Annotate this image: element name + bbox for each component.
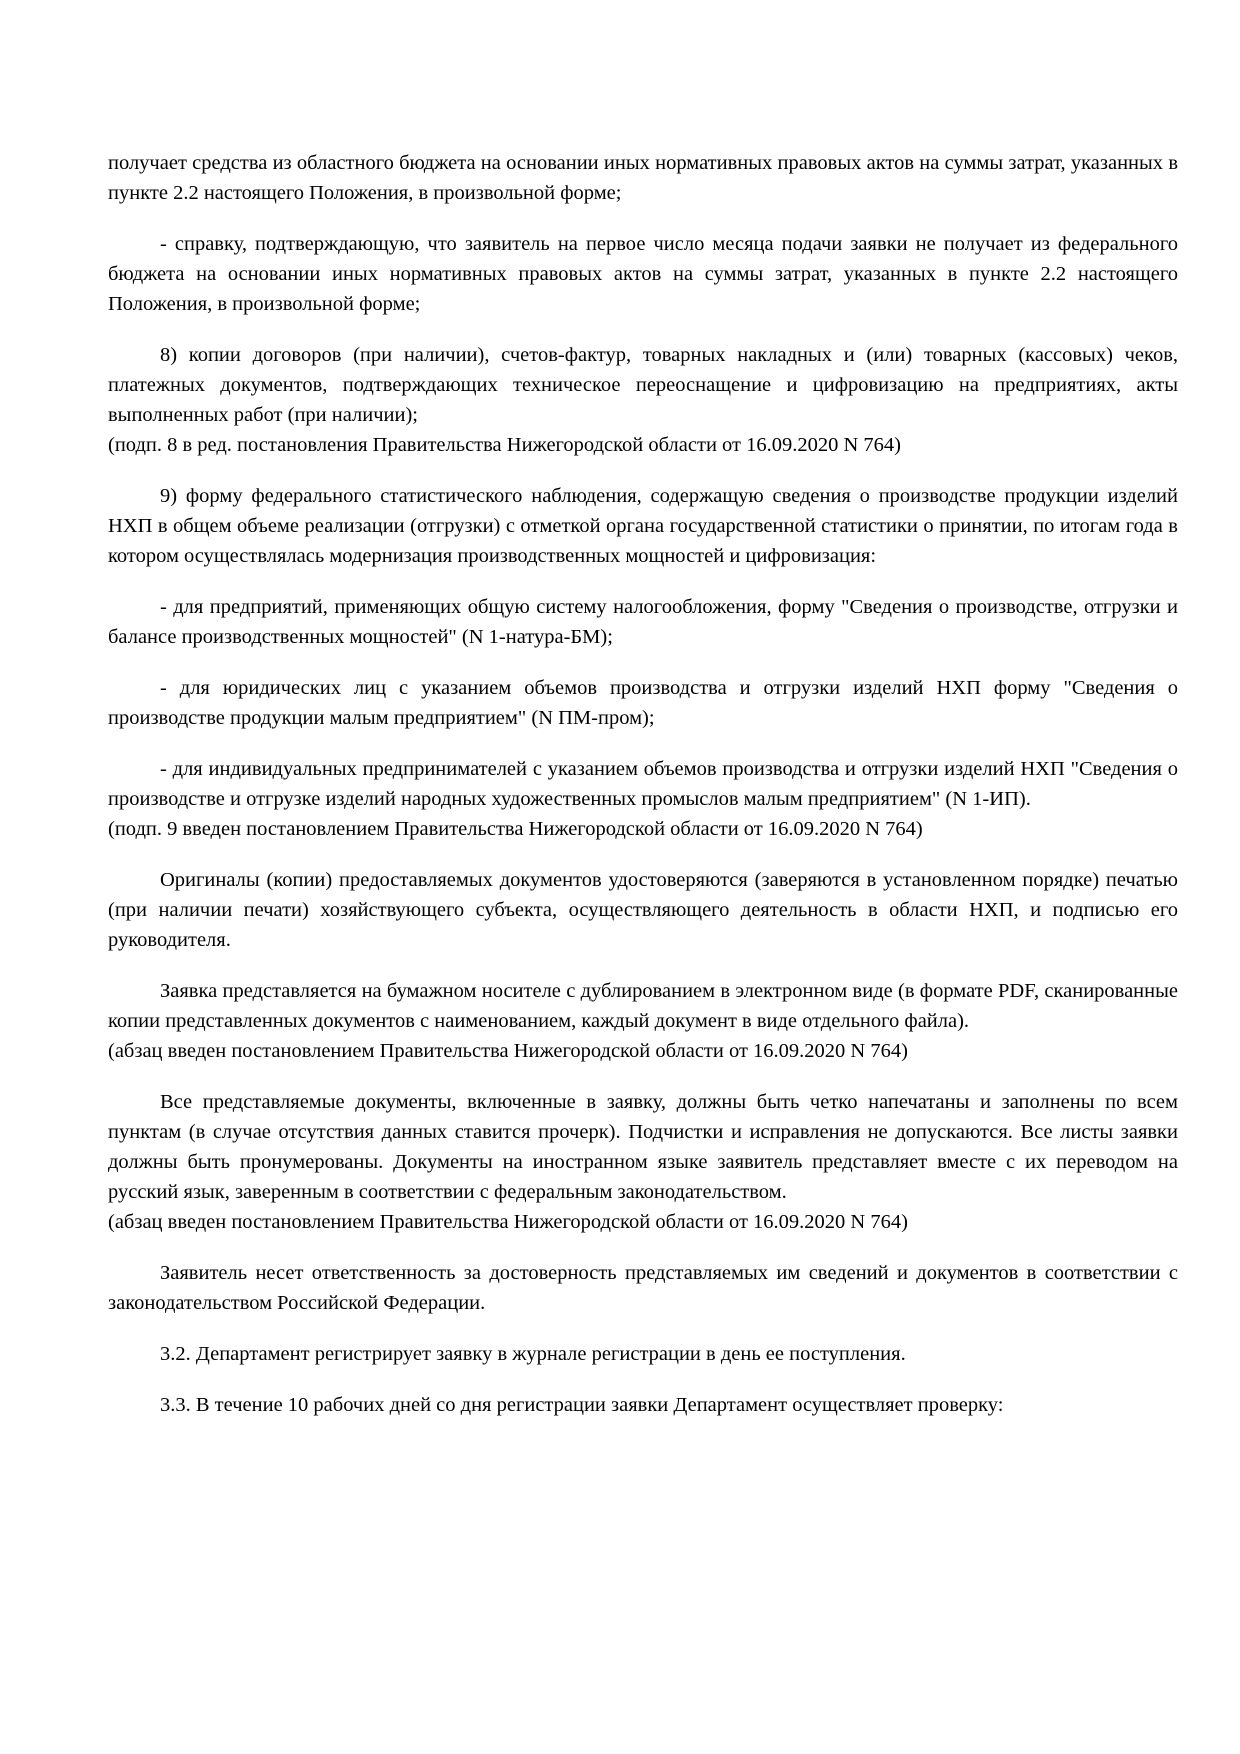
- paragraph: 3.2. Департамент регистрирует заявку в журнале регистрации в день ее поступления.: [160, 1343, 906, 1365]
- document-page: [108, 148, 1178, 1420]
- paragraph: - для юридических лиц с указанием объемов производства и отгрузки изделий НХП форму "Сведения о производстве продукции малым предприятием" (N ПМ-пром);: [108, 677, 1178, 729]
- paragraph: 9) форму федерального статистического наблюдения, содержащую сведения о производстве продукции изделий НХП в общем объеме реализации (отгрузки) с отметкой органа государственной статистики о принятии, по итогам года в котором осуществлялась модернизация производственных мощностей и цифровизация:: [108, 485, 1178, 567]
- paragraph: получает средства из областного бюджета на основании иных нормативных правовых актов на суммы затрат, указанных в пункте 2.2 настоящего Положения, в произвольной форме;: [108, 152, 1178, 204]
- amendment-note: (абзац введен постановлением Правительства Нижегородской области от 16.09.2020 N 764): [108, 1211, 908, 1233]
- paragraph: 8) копии договоров (при наличии), счетов-фактур, товарных накладных и (или) товарных (кассовых) чеков, платежных документов, подтверждающих техническое переоснащение и цифровизацию на предприятиях, акты выполненных работ (при наличии);: [108, 344, 1178, 426]
- paragraph: - для индивидуальных предпринимателей с указанием объемов производства и отгрузки изделий НХП "Сведения о производстве и отгрузке изделий народных художественных промыслов малым предприятием" (N 1-ИП).: [108, 758, 1178, 810]
- paragraph: - для предприятий, применяющих общую систему налогообложения, форму "Сведения о производстве, отгрузки и балансе производственных мощностей" (N 1-натура-БМ);: [108, 596, 1178, 648]
- paragraph: Заявка представляется на бумажном носителе с дублированием в электронном виде (в формате PDF, сканированные копии представленных документов с наименованием, каждый документ в виде отдельного файла).: [108, 980, 1178, 1032]
- amendment-note: (подп. 8 в ред. постановления Правительства Нижегородской области от 16.09.2020 N 764): [108, 434, 901, 456]
- amendment-note: (абзац введен постановлением Правительства Нижегородской области от 16.09.2020 N 764): [108, 1040, 908, 1062]
- paragraph: Оригиналы (копии) предоставляемых документов удостоверяются (заверяются в установленном порядке) печатью (при наличии печати) хозяйствующего субъекта, осуществляющего деятельность в области НХП, и подписью его руководителя.: [108, 869, 1178, 951]
- paragraph: Все представляемые документы, включенные в заявку, должны быть четко напечатаны и заполнены по всем пунктам (в случае отсутствия данных ставится прочерк). Подчистки и исправления не допускаются. Все листы заявки должны быть пронумерованы. Документы на иностранном языке заявитель представляет вместе с их переводом на русский язык, заверенным в соответствии с федеральным законодательством.: [108, 1091, 1178, 1203]
- paragraph: - справку, подтверждающую, что заявитель на первое число месяца подачи заявки не получает из федерального бюджета на основании иных нормативных правовых актов на суммы затрат, указанных в пункте 2.2 настоящего Положения, в произвольной форме;: [108, 233, 1178, 315]
- paragraph: 3.3. В течение 10 рабочих дней со дня регистрации заявки Департамент осуществляет проверку:: [160, 1394, 1004, 1416]
- amendment-note: (подп. 9 введен постановлением Правительства Нижегородской области от 16.09.2020 N 764): [108, 818, 923, 840]
- paragraph: Заявитель несет ответственность за достоверность представляемых им сведений и документов в соответствии с законодательством Российской Федерации.: [108, 1262, 1178, 1314]
